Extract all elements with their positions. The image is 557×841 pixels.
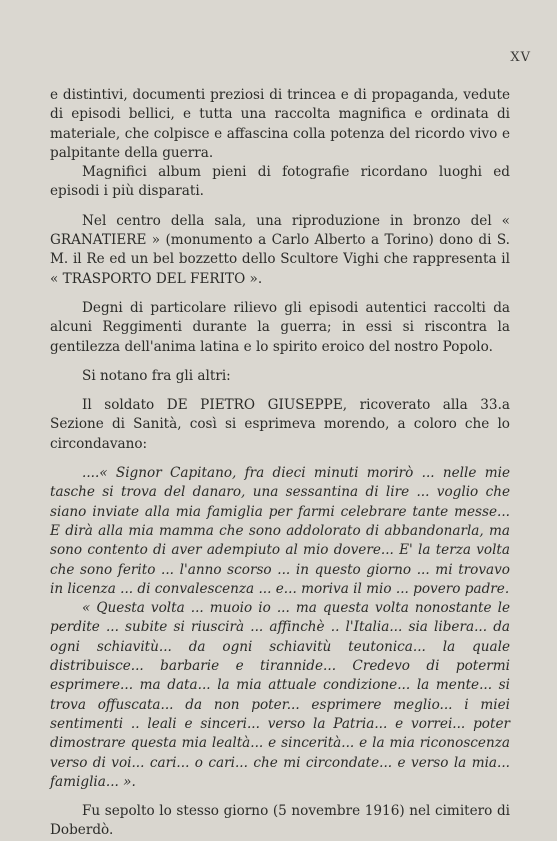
paragraph-granatiere: Nel centro della sala, una riproduzione in bronzo del « GRANATIERE » (monumento a Carlo Alberto a Torino) dono di S. M. il Re ed un bel bozzetto dello Scultore Vighi che rappresenta il « TRASPORTO DEL FERITO ».: [50, 212, 510, 287]
page-body: [50, 86, 510, 841]
paragraph-episodes: Degni di particolare rilievo gli episodi autentici raccolti da alcuni Reggimenti durante la guerra; in essi si riscontra la gentilezza dell'anima latina e lo spirito eroico del nostro Popolo.: [50, 299, 510, 355]
paragraph-soldier: Il soldato DE PIETRO GIUSEPPE, ricoverato alla 33.a Sezione di Sanità, così si esprimeva morendo, a coloro che lo circondavano:: [50, 397, 510, 452]
page-number: XV: [510, 50, 531, 65]
paragraph-among-others: Si notano fra gli altri:: [82, 367, 231, 384]
paragraph-burial: Fu sepolto lo stesso giorno (5 novembre 1916) nel cimitero di Doberdò.: [50, 803, 510, 839]
paragraph-quote-captain: ....« Signor Capitano, fra dieci minuti morirò ... nelle mie tasche si trova del danaro, una sessantina di lire ... voglio che siano inviate alla mia famiglia per farmi celebrare tante messe... E dirà alla mia mamma che sono addolorato di abbandonarla, ma sono contento di aver adempiuto al mio dovere... E' la terza volta che sono ferito ... l'anno scorso ... in questo giorno ... mi trovavo in licenza ... di convalescenza ... e... moriva il mio ... povero padre.: [50, 465, 510, 597]
paragraph-albums: Magnifici album pieni di fotografie ricordano luoghi ed episodi i più disparati.: [50, 164, 510, 200]
paragraph-exhibits: e distintivi, documenti preziosi di trincea e di propaganda, vedute di episodi bellici, e tutta una raccolta magnifica e ordinata di materiale, che colpisce e affascina colla potenza del ricordo vivo e palpitante della guerra.: [50, 87, 510, 161]
paragraph-quote-final: « Questa volta ... muoio io ... ma questa volta nonostante le perdite ... subite si riuscirà ... affinchè .. l'Italia... sia libera... da ogni schiavitù... da ogni schiavitù teutonica... la quale distribuisce... barbarie e tirannide... Credevo di potermi esprimere... ma data... la mia attuale condizione... la mente... si trova offuscata... da non poter... esprimere meglio... i miei sentimenti .. leali e sinceri... verso la Patria... e vorrei... poter dimostrare questa mia lealtà... e sincerità... e la mia riconoscenza verso di voi... cari... o cari... che mi circondate... e verso la mia... famiglia... ».: [50, 600, 510, 790]
